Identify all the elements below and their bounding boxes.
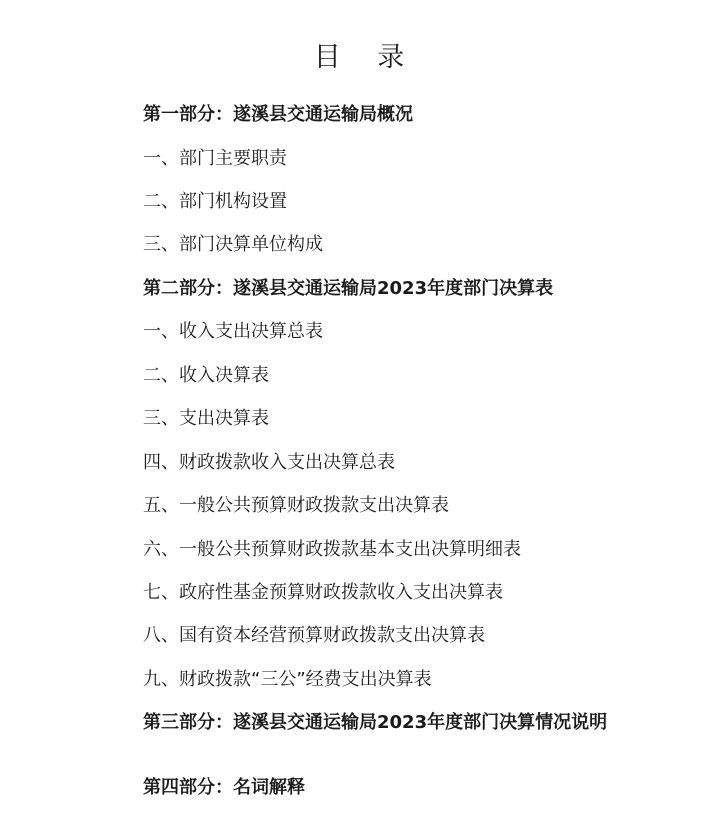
toc-item-2-5: 五、一般公共预算财政拨款支出决算表 <box>143 495 449 516</box>
toc-item-2-9: 九、财政拨款“三公”经费支出决算表 <box>143 669 432 690</box>
toc-item-2-8: 八、国有资本经营预算财政拨款支出决算表 <box>143 625 485 646</box>
toc-item-2-3: 三、支出决算表 <box>143 408 269 429</box>
toc-item-2-6: 六、一般公共预算财政拨款基本支出决算明细表 <box>143 539 521 560</box>
toc-item-2-2: 二、收入决算表 <box>143 365 269 386</box>
toc-item-2-1: 一、收入支出决算总表 <box>143 321 323 342</box>
toc-item-1-3: 三、部门决算单位构成 <box>143 234 323 255</box>
page-title: 目 录 <box>313 42 419 73</box>
toc-item-2-7: 七、政府性基金预算财政拨款收入支出决算表 <box>143 582 503 603</box>
toc-item-2-4: 四、财政拨款收入支出决算总表 <box>143 452 395 473</box>
toc-part-2: 第二部分：遂溪县交通运输局2023年度部门决算表 <box>143 278 554 299</box>
toc-item-1-1: 一、部门主要职责 <box>143 148 287 169</box>
toc-part-4: 第四部分：名词解释 <box>143 777 305 798</box>
toc-part-3: 第三部分：遂溪县交通运输局2023年度部门决算情况说明 <box>143 712 608 733</box>
toc-item-1-2: 二、部门机构设置 <box>143 191 287 212</box>
toc-part-1: 第一部分：遂溪县交通运输局概况 <box>143 104 413 125</box>
